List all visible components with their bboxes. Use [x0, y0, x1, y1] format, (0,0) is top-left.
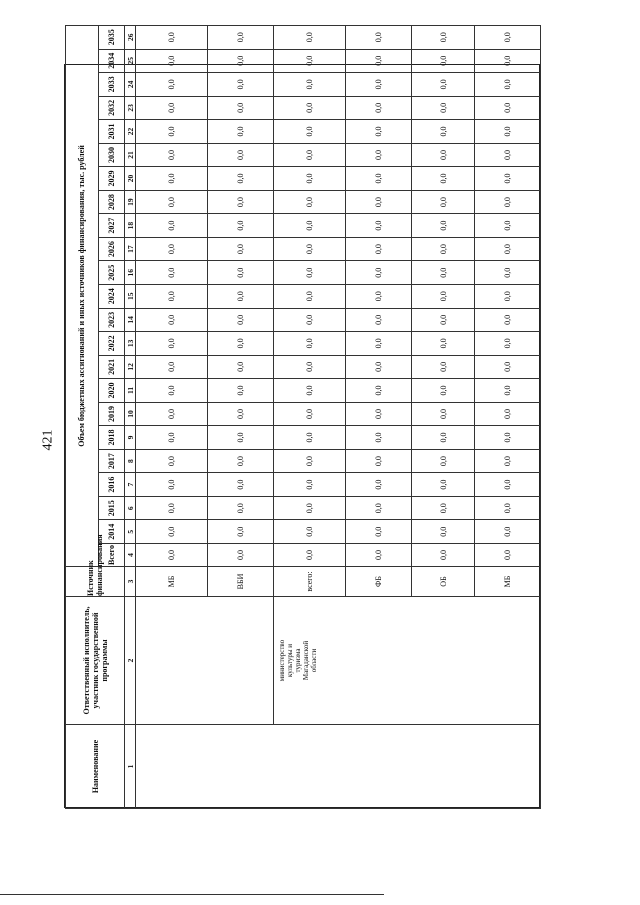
value-cell: 0,0: [273, 214, 345, 238]
value-cell: 0,0: [475, 308, 541, 332]
value-cell: 0,0: [346, 426, 412, 450]
page-number: 421: [40, 429, 56, 451]
value-cell: 0,0: [346, 544, 412, 567]
column-number: 9: [125, 426, 136, 450]
value-cell: 0,0: [136, 237, 208, 261]
header-year: 2017: [98, 449, 124, 473]
value-cell: 0,0: [475, 49, 541, 73]
value-cell: 0,0: [273, 473, 345, 497]
value-cell: 0,0: [273, 355, 345, 379]
source-cell: ОБ: [411, 567, 474, 597]
value-cell: 0,0: [136, 284, 208, 308]
column-number: 15: [125, 284, 136, 308]
value-cell: 0,0: [136, 73, 208, 97]
value-cell: 0,0: [136, 520, 208, 544]
value-cell: 0,0: [346, 496, 412, 520]
value-cell: 0,0: [475, 190, 541, 214]
value-cell: 0,0: [208, 473, 274, 497]
value-cell: 0,0: [475, 496, 541, 520]
value-cell: 0,0: [346, 520, 412, 544]
value-cell: 0,0: [346, 143, 412, 167]
header-year: 2027: [98, 214, 124, 238]
value-cell: 0,0: [411, 284, 474, 308]
header-year: 2033: [98, 73, 124, 97]
value-cell: 0,0: [411, 449, 474, 473]
value-cell: 0,0: [208, 520, 274, 544]
value-cell: 0,0: [136, 214, 208, 238]
value-cell: 0,0: [411, 355, 474, 379]
value-cell: 0,0: [208, 237, 274, 261]
value-cell: 0,0: [475, 544, 541, 567]
value-cell: 0,0: [136, 402, 208, 426]
value-cell: 0,0: [208, 120, 274, 144]
column-number: 17: [125, 237, 136, 261]
header-year: 2019: [98, 402, 124, 426]
header-year: 2029: [98, 167, 124, 191]
column-number: 23: [125, 96, 136, 120]
value-cell: 0,0: [475, 167, 541, 191]
value-cell: 0,0: [136, 167, 208, 191]
value-cell: 0,0: [475, 73, 541, 97]
value-cell: 0,0: [136, 332, 208, 356]
value-cell: 0,0: [475, 402, 541, 426]
header-year: 2026: [98, 237, 124, 261]
value-cell: 0,0: [346, 96, 412, 120]
executor-cell-blank: [136, 597, 274, 725]
header-year: 2022: [98, 332, 124, 356]
value-cell: 0,0: [136, 449, 208, 473]
column-number: 10: [125, 402, 136, 426]
header-year: 2024: [98, 284, 124, 308]
value-cell: 0,0: [208, 379, 274, 403]
value-cell: 0,0: [208, 544, 274, 567]
column-number: 1: [125, 725, 136, 809]
value-cell: 0,0: [475, 120, 541, 144]
value-cell: 0,0: [346, 402, 412, 426]
header-year: 2016: [98, 473, 124, 497]
source-cell: МБ: [136, 567, 208, 597]
header-year: 2035: [98, 25, 124, 49]
value-cell: 0,0: [208, 73, 274, 97]
value-cell: 0,0: [208, 214, 274, 238]
name-cell: [136, 725, 541, 809]
value-cell: 0,0: [208, 190, 274, 214]
value-cell: 0,0: [208, 355, 274, 379]
header-source: Источник финансирования: [66, 567, 125, 597]
column-number: 21: [125, 143, 136, 167]
value-cell: 0,0: [273, 190, 345, 214]
value-cell: 0,0: [411, 402, 474, 426]
finance-table-frame: [64, 29, 540, 808]
value-cell: 0,0: [411, 120, 474, 144]
value-cell: 0,0: [475, 237, 541, 261]
value-cell: 0,0: [208, 332, 274, 356]
source-cell: ВБИ: [208, 567, 274, 597]
value-cell: 0,0: [136, 379, 208, 403]
value-cell: 0,0: [346, 449, 412, 473]
column-number: 2: [125, 597, 136, 725]
value-cell: 0,0: [411, 544, 474, 567]
value-cell: 0,0: [346, 261, 412, 285]
value-cell: 0,0: [346, 379, 412, 403]
value-cell: 0,0: [346, 237, 412, 261]
value-cell: 0,0: [411, 473, 474, 497]
value-cell: 0,0: [136, 120, 208, 144]
value-cell: 0,0: [411, 496, 474, 520]
value-cell: 0,0: [411, 96, 474, 120]
value-cell: 0,0: [273, 120, 345, 144]
value-cell: 0,0: [208, 308, 274, 332]
column-number: 3: [125, 567, 136, 597]
value-cell: 0,0: [346, 214, 412, 238]
value-cell: 0,0: [475, 143, 541, 167]
value-cell: 0,0: [136, 496, 208, 520]
value-cell: 0,0: [136, 261, 208, 285]
value-cell: 0,0: [273, 284, 345, 308]
value-cell: 0,0: [411, 49, 474, 73]
value-cell: 0,0: [273, 544, 345, 567]
column-number: 4: [125, 544, 136, 567]
value-cell: 0,0: [273, 379, 345, 403]
header-year: 2031: [98, 120, 124, 144]
value-cell: 0,0: [208, 402, 274, 426]
value-cell: 0,0: [346, 190, 412, 214]
value-cell: 0,0: [273, 402, 345, 426]
value-cell: 0,0: [136, 355, 208, 379]
value-cell: 0,0: [208, 284, 274, 308]
column-number: 18: [125, 214, 136, 238]
value-cell: 0,0: [136, 25, 208, 49]
value-cell: 0,0: [273, 167, 345, 191]
value-cell: 0,0: [273, 25, 345, 49]
column-number: 20: [125, 167, 136, 191]
value-cell: 0,0: [475, 473, 541, 497]
value-cell: 0,0: [411, 214, 474, 238]
executor-cell: [273, 597, 540, 725]
value-cell: 0,0: [273, 449, 345, 473]
value-cell: 0,0: [475, 25, 541, 49]
value-cell: 0,0: [411, 426, 474, 450]
value-cell: 0,0: [475, 379, 541, 403]
column-number: 26: [125, 25, 136, 49]
column-number: 6: [125, 496, 136, 520]
value-cell: 0,0: [208, 261, 274, 285]
value-cell: 0,0: [411, 332, 474, 356]
value-cell: 0,0: [475, 284, 541, 308]
header-year: 2021: [98, 355, 124, 379]
header-name: Наименование: [66, 725, 125, 809]
source-cell: всего:: [273, 567, 345, 597]
header-year: 2018: [98, 426, 124, 450]
value-cell: 0,0: [411, 25, 474, 49]
value-cell: 0,0: [346, 49, 412, 73]
column-number: 5: [125, 520, 136, 544]
value-cell: 0,0: [475, 355, 541, 379]
value-cell: 0,0: [208, 96, 274, 120]
value-cell: 0,0: [346, 332, 412, 356]
value-cell: 0,0: [475, 449, 541, 473]
value-cell: 0,0: [273, 96, 345, 120]
source-cell: ФБ: [346, 567, 412, 597]
value-cell: 0,0: [273, 308, 345, 332]
rotated-table-container: [65, 29, 541, 809]
value-cell: 0,0: [475, 520, 541, 544]
header-total: Всего: [98, 544, 124, 567]
header-year: 2015: [98, 496, 124, 520]
header-year: 2032: [98, 96, 124, 120]
value-cell: 0,0: [273, 143, 345, 167]
value-cell: 0,0: [411, 190, 474, 214]
column-number: 13: [125, 332, 136, 356]
value-cell: 0,0: [273, 261, 345, 285]
value-cell: 0,0: [208, 426, 274, 450]
header-year: 2030: [98, 143, 124, 167]
column-number: 12: [125, 355, 136, 379]
value-cell: 0,0: [136, 96, 208, 120]
value-cell: 0,0: [346, 473, 412, 497]
value-cell: 0,0: [411, 379, 474, 403]
table-row: [136, 25, 208, 808]
value-cell: 0,0: [475, 261, 541, 285]
value-cell: 0,0: [273, 520, 345, 544]
header-row-title: [66, 25, 99, 808]
column-number: 11: [125, 379, 136, 403]
header-volume: Объем бюджетных ассигнований и иных источников финансирования, тыс. рублей: [66, 25, 99, 566]
header-year: 2028: [98, 190, 124, 214]
value-cell: 0,0: [411, 308, 474, 332]
value-cell: 0,0: [208, 167, 274, 191]
finance-table-body: [66, 25, 541, 808]
value-cell: 0,0: [346, 308, 412, 332]
value-cell: 0,0: [346, 25, 412, 49]
value-cell: 0,0: [273, 426, 345, 450]
value-cell: 0,0: [208, 25, 274, 49]
value-cell: 0,0: [475, 214, 541, 238]
value-cell: 0,0: [411, 143, 474, 167]
header-year: 2020: [98, 379, 124, 403]
column-number: 25: [125, 49, 136, 73]
value-cell: 0,0: [136, 308, 208, 332]
value-cell: 0,0: [475, 332, 541, 356]
value-cell: 0,0: [136, 49, 208, 73]
value-cell: 0,0: [411, 520, 474, 544]
source-cell: МБ: [475, 567, 541, 597]
header-year: 2023: [98, 308, 124, 332]
header-year: 2034: [98, 49, 124, 73]
value-cell: 0,0: [411, 167, 474, 191]
value-cell: 0,0: [136, 544, 208, 567]
column-number: 19: [125, 190, 136, 214]
value-cell: 0,0: [475, 426, 541, 450]
value-cell: 0,0: [273, 496, 345, 520]
value-cell: 0,0: [346, 355, 412, 379]
header-year: 2025: [98, 261, 124, 285]
value-cell: 0,0: [136, 143, 208, 167]
value-cell: 0,0: [208, 49, 274, 73]
value-cell: 0,0: [136, 190, 208, 214]
value-cell: 0,0: [411, 237, 474, 261]
header-year: 2014: [98, 520, 124, 544]
executor-text: министерство культуры и туризма Магаданской области: [277, 639, 318, 682]
column-number: 24: [125, 73, 136, 97]
value-cell: 0,0: [208, 143, 274, 167]
value-cell: 0,0: [475, 96, 541, 120]
header-row-column-numbers: [125, 25, 136, 808]
value-cell: 0,0: [208, 496, 274, 520]
bottom-rule: [0, 894, 384, 895]
value-cell: 0,0: [346, 284, 412, 308]
value-cell: 0,0: [273, 49, 345, 73]
column-number: 14: [125, 308, 136, 332]
value-cell: 0,0: [208, 449, 274, 473]
column-number: 8: [125, 449, 136, 473]
value-cell: 0,0: [136, 473, 208, 497]
header-executor: Ответственный исполнитель, участник государственной программы: [66, 597, 125, 725]
value-cell: 0,0: [273, 332, 345, 356]
finance-table: [65, 25, 541, 809]
value-cell: 0,0: [411, 261, 474, 285]
column-number: 7: [125, 473, 136, 497]
column-number: 16: [125, 261, 136, 285]
value-cell: 0,0: [273, 73, 345, 97]
value-cell: 0,0: [346, 167, 412, 191]
value-cell: 0,0: [346, 73, 412, 97]
value-cell: 0,0: [411, 73, 474, 97]
table-row: [273, 25, 345, 808]
value-cell: 0,0: [136, 426, 208, 450]
column-number: 22: [125, 120, 136, 144]
value-cell: 0,0: [346, 120, 412, 144]
value-cell: 0,0: [273, 237, 345, 261]
